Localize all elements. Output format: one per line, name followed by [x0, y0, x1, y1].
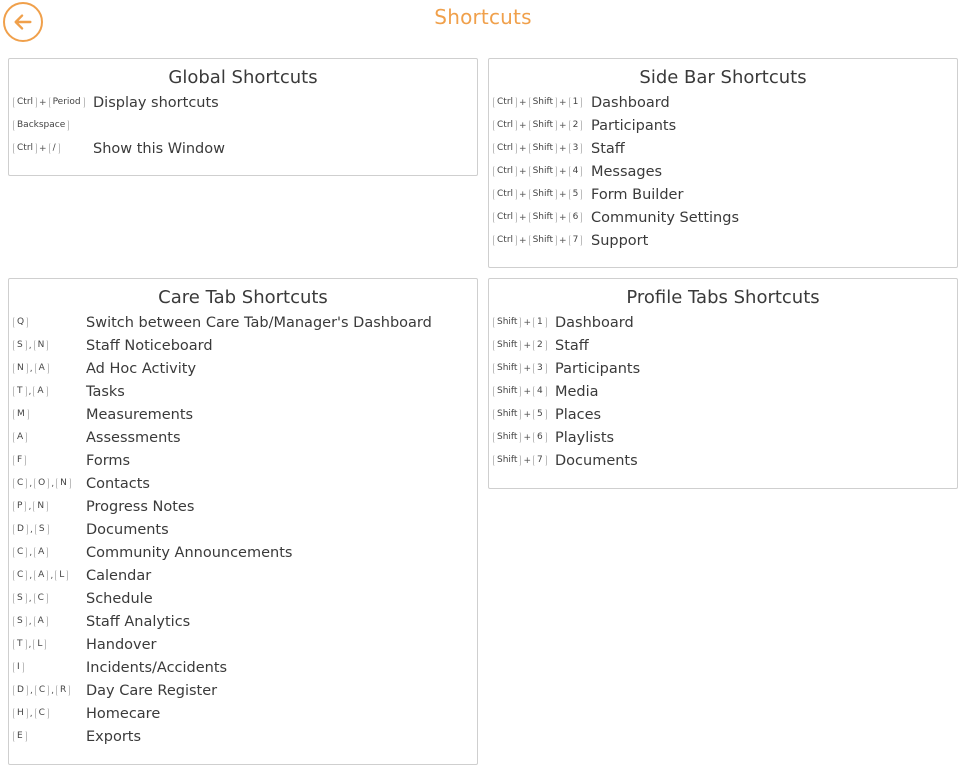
shortcut-keys: [13, 143, 60, 154]
shortcut-label: Support: [591, 232, 649, 249]
key-separator: +: [559, 189, 567, 200]
key-cap: R: [56, 685, 70, 696]
key-cap: P: [13, 501, 26, 512]
shortcut-label: Community Announcements: [86, 544, 293, 561]
key-separator: ,: [50, 570, 54, 581]
shortcut-label: Community Settings: [591, 209, 740, 226]
shortcut-row: [9, 725, 477, 748]
key-cap: E: [13, 731, 27, 742]
global-shortcuts-panel: [8, 58, 478, 176]
key-cap: A: [34, 616, 48, 627]
shortcut-keys: [13, 432, 27, 443]
key-cap: Ctrl: [493, 235, 517, 246]
shortcut-row: [489, 183, 957, 206]
key-cap: Shift: [493, 432, 521, 443]
shortcut-keys: [493, 363, 547, 374]
shortcut-keys: [13, 708, 49, 719]
key-cap: C: [13, 570, 27, 581]
key-separator: +: [523, 386, 532, 397]
shortcut-row: [489, 449, 957, 472]
key-cap: Ctrl: [493, 189, 517, 200]
shortcut-keys: [13, 547, 48, 558]
shortcut-label: Incidents/Accidents: [86, 659, 228, 676]
key-separator: ,: [29, 570, 33, 581]
shortcut-label: Participants: [591, 117, 677, 134]
shortcut-label: Calendar: [86, 567, 152, 584]
key-cap: N: [34, 340, 49, 351]
key-cap: Shift: [493, 363, 521, 374]
shortcut-keys: [493, 97, 582, 108]
shortcut-row: [9, 449, 477, 472]
key-cap: C: [13, 547, 27, 558]
shortcut-row: [9, 380, 477, 403]
key-separator: +: [559, 166, 567, 177]
key-cap: 2: [569, 120, 583, 131]
page-title: Shortcuts: [434, 5, 532, 29]
key-separator: +: [559, 97, 567, 108]
shortcut-keys: [13, 409, 29, 420]
shortcut-label: Show this Window: [93, 140, 225, 157]
shortcut-keys: [13, 478, 71, 489]
key-cap: T: [13, 639, 27, 650]
shortcut-row: [9, 137, 477, 160]
key-separator: ,: [51, 685, 54, 696]
shortcut-row: [9, 702, 477, 725]
shortcut-keys: [13, 662, 24, 673]
shortcut-label: Places: [555, 406, 602, 423]
shortcut-label: Assessments: [86, 429, 181, 446]
shortcut-keys: [13, 120, 69, 131]
key-cap: Shift: [529, 120, 557, 131]
shortcut-keys: [13, 455, 26, 466]
shortcut-row: [489, 403, 957, 426]
key-separator: +: [519, 212, 527, 223]
shortcut-row: [9, 564, 477, 587]
key-cap: 7: [533, 455, 547, 466]
key-separator: ,: [29, 708, 33, 719]
key-cap: 4: [533, 386, 547, 397]
shortcut-label: Homecare: [86, 705, 161, 722]
shortcut-row: [9, 679, 477, 702]
key-separator: +: [519, 97, 527, 108]
shortcut-row: [489, 206, 957, 229]
profile-tabs-shortcuts-title: Profile Tabs Shortcuts: [626, 287, 820, 308]
key-cap: C: [13, 478, 27, 489]
key-cap: Ctrl: [13, 97, 37, 108]
shortcut-row: [9, 610, 477, 633]
shortcut-keys: [13, 386, 48, 397]
key-cap: Shift: [529, 212, 557, 223]
shortcut-label: Staff Analytics: [86, 613, 191, 630]
key-cap: A: [35, 363, 49, 374]
key-cap: S: [13, 340, 27, 351]
key-cap: /: [49, 143, 60, 154]
key-cap: D: [13, 524, 28, 535]
shortcut-keys: [13, 501, 48, 512]
shortcut-label: Staff Noticeboard: [86, 337, 213, 354]
key-cap: C: [35, 708, 49, 719]
key-cap: 1: [533, 317, 547, 328]
shortcut-label: Participants: [555, 360, 641, 377]
shortcut-keys: [493, 235, 582, 246]
key-separator: ,: [28, 639, 32, 650]
key-cap: Ctrl: [13, 143, 37, 154]
global-shortcuts-title: Global Shortcuts: [168, 67, 318, 88]
key-cap: N: [13, 363, 28, 374]
shortcut-keys: [493, 120, 582, 131]
shortcut-row: [9, 403, 477, 426]
shortcut-keys: [13, 340, 48, 351]
shortcut-row: [9, 518, 477, 541]
key-cap: Period: [49, 97, 85, 108]
key-separator: ,: [28, 340, 32, 351]
key-cap: 2: [533, 340, 547, 351]
shortcut-row: [9, 633, 477, 656]
shortcut-row: [9, 91, 477, 114]
key-separator: +: [523, 340, 532, 351]
key-cap: 6: [533, 432, 547, 443]
shortcut-row: [489, 160, 957, 183]
key-cap: S: [13, 616, 27, 627]
key-cap: Shift: [529, 166, 557, 177]
key-cap: L: [55, 570, 68, 581]
key-cap: Shift: [493, 340, 521, 351]
shortcut-label: Staff: [591, 140, 625, 157]
profile-tabs-shortcuts-panel: [488, 278, 958, 489]
shortcut-label: Handover: [86, 636, 157, 653]
key-separator: +: [523, 455, 532, 466]
key-separator: ,: [28, 616, 32, 627]
key-separator: ,: [28, 501, 32, 512]
shortcut-keys: [493, 340, 547, 351]
shortcut-keys: [493, 212, 582, 223]
shortcut-row: [9, 426, 477, 449]
key-cap: Q: [13, 317, 28, 328]
care-tab-shortcuts-title: Care Tab Shortcuts: [158, 287, 328, 308]
key-cap: A: [13, 432, 27, 443]
shortcut-keys: [13, 639, 46, 650]
key-separator: ,: [29, 478, 33, 489]
shortcut-row: [9, 334, 477, 357]
key-cap: 4: [569, 166, 583, 177]
shortcut-label: Staff: [555, 337, 589, 354]
key-separator: +: [559, 212, 567, 223]
shortcut-label: Tasks: [86, 383, 125, 400]
key-cap: 5: [569, 189, 583, 200]
shortcut-keys: [493, 317, 547, 328]
key-cap: Ctrl: [493, 97, 517, 108]
shortcut-keys: [493, 386, 547, 397]
shortcut-keys: [493, 166, 582, 177]
shortcut-keys: [13, 731, 27, 742]
key-cap: O: [34, 478, 49, 489]
key-cap: 1: [569, 97, 583, 108]
key-cap: L: [33, 639, 46, 650]
key-cap: C: [34, 593, 48, 604]
key-cap: I: [13, 662, 24, 673]
key-cap: 3: [533, 363, 547, 374]
key-cap: Backspace: [13, 120, 69, 131]
shortcut-keys: [13, 570, 68, 581]
key-cap: 6: [569, 212, 583, 223]
shortcut-label: Documents: [86, 521, 169, 538]
shortcut-label: Switch between Care Tab/Manager's Dashboard: [86, 314, 432, 331]
key-separator: +: [559, 235, 567, 246]
shortcut-row: [9, 541, 477, 564]
key-cap: Shift: [493, 317, 521, 328]
key-separator: +: [39, 143, 47, 154]
shortcut-row: [9, 311, 477, 334]
key-cap: Ctrl: [493, 212, 517, 223]
shortcut-label: Playlists: [555, 429, 615, 446]
key-separator: ,: [28, 386, 32, 397]
key-cap: Shift: [529, 97, 557, 108]
key-cap: Ctrl: [493, 143, 517, 154]
shortcut-keys: [13, 593, 48, 604]
key-cap: 5: [533, 409, 547, 420]
key-separator: +: [523, 363, 532, 374]
key-separator: ,: [29, 547, 33, 558]
key-separator: +: [523, 409, 532, 420]
key-separator: +: [519, 120, 527, 131]
key-cap: N: [56, 478, 71, 489]
care-tab-shortcuts-panel: [8, 278, 478, 765]
sidebar-shortcuts-title: Side Bar Shortcuts: [639, 67, 807, 88]
key-separator: +: [39, 97, 47, 108]
key-cap: Shift: [493, 409, 521, 420]
shortcut-label: Ad Hoc Activity: [86, 360, 197, 377]
key-cap: T: [13, 386, 27, 397]
shortcut-row: [489, 91, 957, 114]
key-cap: A: [34, 547, 48, 558]
key-separator: +: [523, 317, 532, 328]
shortcut-label: Dashboard: [555, 314, 634, 331]
sidebar-shortcuts-panel: [488, 58, 958, 268]
shortcut-keys: [493, 432, 547, 443]
shortcut-label: Documents: [555, 452, 638, 469]
key-cap: N: [33, 501, 48, 512]
shortcut-label: Messages: [591, 163, 663, 180]
shortcut-keys: [13, 616, 48, 627]
key-separator: +: [519, 143, 527, 154]
shortcut-row: [9, 472, 477, 495]
key-separator: ,: [29, 524, 33, 535]
shortcut-keys: [493, 189, 582, 200]
key-separator: +: [523, 432, 532, 443]
key-separator: +: [519, 166, 527, 177]
shortcut-row: [489, 311, 957, 334]
shortcut-keys: [493, 455, 547, 466]
shortcut-keys: [13, 363, 49, 374]
shortcut-row: [489, 229, 957, 252]
key-cap: Shift: [529, 235, 557, 246]
shortcut-label: Progress Notes: [86, 498, 195, 515]
key-cap: Ctrl: [493, 166, 517, 177]
shortcut-label: Media: [555, 383, 599, 400]
key-cap: M: [13, 409, 29, 420]
shortcut-row: [489, 380, 957, 403]
shortcut-label: Day Care Register: [86, 682, 218, 699]
key-cap: Shift: [493, 455, 521, 466]
shortcut-label: Display shortcuts: [93, 94, 219, 111]
key-cap: C: [35, 685, 49, 696]
shortcut-keys: [13, 685, 70, 696]
shortcut-row: [9, 587, 477, 610]
key-cap: S: [13, 593, 27, 604]
key-separator: +: [559, 143, 567, 154]
key-cap: 7: [569, 235, 583, 246]
shortcut-keys: [13, 317, 28, 328]
key-cap: Shift: [529, 143, 557, 154]
shortcut-label: Forms: [86, 452, 131, 469]
key-cap: Shift: [529, 189, 557, 200]
shortcut-row: [489, 357, 957, 380]
key-cap: A: [34, 570, 48, 581]
key-separator: ,: [28, 593, 32, 604]
shortcut-row: [9, 357, 477, 380]
key-cap: D: [13, 685, 28, 696]
shortcut-label: Schedule: [86, 590, 153, 607]
shortcut-row: [489, 137, 957, 160]
shortcut-row: [9, 495, 477, 518]
shortcut-keys: [13, 524, 49, 535]
key-separator: +: [519, 235, 527, 246]
shortcut-label: Exports: [86, 728, 142, 745]
key-cap: S: [35, 524, 49, 535]
shortcut-keys: [493, 409, 547, 420]
shortcut-label: Form Builder: [591, 186, 684, 203]
key-cap: Ctrl: [493, 120, 517, 131]
key-separator: ,: [51, 478, 55, 489]
shortcut-keys: [493, 143, 582, 154]
shortcut-row: [489, 114, 957, 137]
key-cap: Shift: [493, 386, 521, 397]
shortcut-label: Measurements: [86, 406, 194, 423]
shortcut-row: [9, 656, 477, 679]
shortcut-keys: [13, 97, 85, 108]
key-separator: ,: [29, 363, 33, 374]
shortcut-row: [489, 426, 957, 449]
key-separator: +: [519, 189, 527, 200]
shortcut-row: [9, 114, 477, 137]
shortcut-label: Dashboard: [591, 94, 670, 111]
shortcut-label: Contacts: [86, 475, 150, 492]
key-cap: H: [13, 708, 28, 719]
key-separator: ,: [29, 685, 33, 696]
key-cap: A: [33, 386, 47, 397]
key-separator: +: [559, 120, 567, 131]
key-cap: 3: [569, 143, 583, 154]
key-cap: F: [13, 455, 26, 466]
shortcut-row: [489, 334, 957, 357]
